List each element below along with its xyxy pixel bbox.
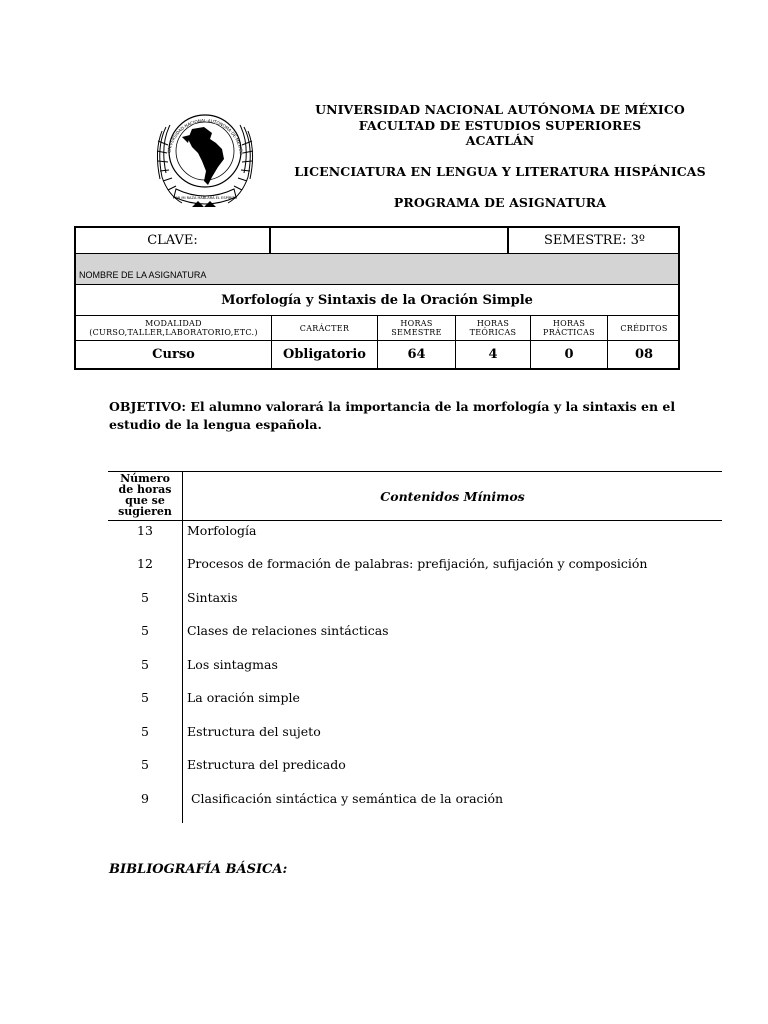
credits-value: 08 <box>607 341 680 368</box>
course-name: Morfología y Sintaxis de la Oración Simple <box>221 292 533 308</box>
course-table <box>74 226 680 370</box>
contents-top-rule <box>108 471 722 472</box>
row-topic: Estructura del sujeto <box>187 724 321 739</box>
degree-name: LICENCIATURA EN LENGUA Y LITERATURA HISPÁNICAS <box>294 164 706 179</box>
campus-name: ACATLÁN <box>465 133 535 148</box>
credits-header: CRÉDITOS <box>607 316 680 340</box>
modality-value: Curso <box>152 347 195 362</box>
course-name-row <box>76 285 678 316</box>
course-header-row <box>76 316 678 341</box>
row-hours: 5 <box>141 590 149 605</box>
document-type: PROGRAMA DE ASIGNATURA <box>393 195 607 210</box>
character-header: CARÁCTER <box>271 316 377 340</box>
topics-column-header: Contenidos Mínimos <box>380 489 525 504</box>
unam-seal-icon <box>152 107 258 213</box>
semester-hours-value: 64 <box>377 341 455 368</box>
row-hours: 5 <box>141 757 149 772</box>
row-topic: Clases de relaciones sintácticas <box>187 623 389 638</box>
hours-column-header: Número de horas que se sugieren <box>118 472 172 518</box>
bibliography-heading: BIBLIOGRAFÍA BÁSICA: <box>109 862 288 877</box>
row-topic: Morfología <box>187 523 257 538</box>
row-topic: Clasificación sintáctica y semántica de la oración <box>187 791 504 806</box>
faculty-name: FACULTAD DE ESTUDIOS SUPERIORES <box>358 118 642 133</box>
theory-hours-value: 4 <box>455 341 530 368</box>
svg-text:UNIVERSIDAD·NACIONAL·AUTÓNOMA·: UNIVERSIDAD·NACIONAL·AUTÓNOMA·DE·MÉXICO <box>166 117 244 155</box>
row-hours: 5 <box>141 724 149 739</box>
row-topic: La oración simple <box>187 690 300 705</box>
row-topic: Estructura del predicado <box>187 757 346 772</box>
character-value: Obligatorio <box>271 341 377 368</box>
clave-row <box>76 228 678 254</box>
row-hours: 5 <box>141 657 149 672</box>
row-hours: 9 <box>141 791 149 806</box>
clave-label: CLAVE: <box>76 228 271 253</box>
practice-hours-header: HORAS PRÁCTICAS <box>530 316 607 340</box>
objective-line-2: estudio de la lengua española. <box>109 417 322 432</box>
course-name-label: NOMBRE DE LA ASIGNATURA <box>79 270 207 280</box>
contents-header-rule <box>108 520 722 521</box>
theory-hours-header: HORAS TEÓRICAS <box>455 316 530 340</box>
contents-column-divider <box>182 471 183 823</box>
practice-hours-value: 0 <box>530 341 607 368</box>
row-topic: Los sintagmas <box>187 657 278 672</box>
course-values-row <box>76 341 678 368</box>
clave-value <box>271 228 507 253</box>
course-name-label-row <box>76 254 678 285</box>
objective <box>109 398 679 434</box>
university-name: UNIVERSIDAD NACIONAL AUTÓNOMA DE MÉXICO <box>315 102 685 117</box>
row-topic: Sintaxis <box>187 590 238 605</box>
objective-line-1: OBJETIVO: El alumno valorará la importancia de la morfología y la sintaxis en el <box>109 399 676 414</box>
modality-header: MODALIDAD (CURSO,TALLER,LABORATORIO,ETC.) <box>89 319 258 337</box>
row-topic: Procesos de formación de palabras: prefijación, sufijación y composición <box>187 556 648 571</box>
row-hours: 5 <box>141 623 149 638</box>
row-hours: 12 <box>137 556 153 571</box>
semester-hours-header: HORAS SEMESTRE <box>377 316 455 340</box>
row-hours: 13 <box>137 523 153 538</box>
svg-text:POR MI RAZA HABLARÁ EL ESPÍRIT: POR MI RAZA HABLARÁ EL ESPÍRITU <box>172 196 238 200</box>
semester-label: SEMESTRE: 3º <box>507 228 680 253</box>
row-hours: 5 <box>141 690 149 705</box>
